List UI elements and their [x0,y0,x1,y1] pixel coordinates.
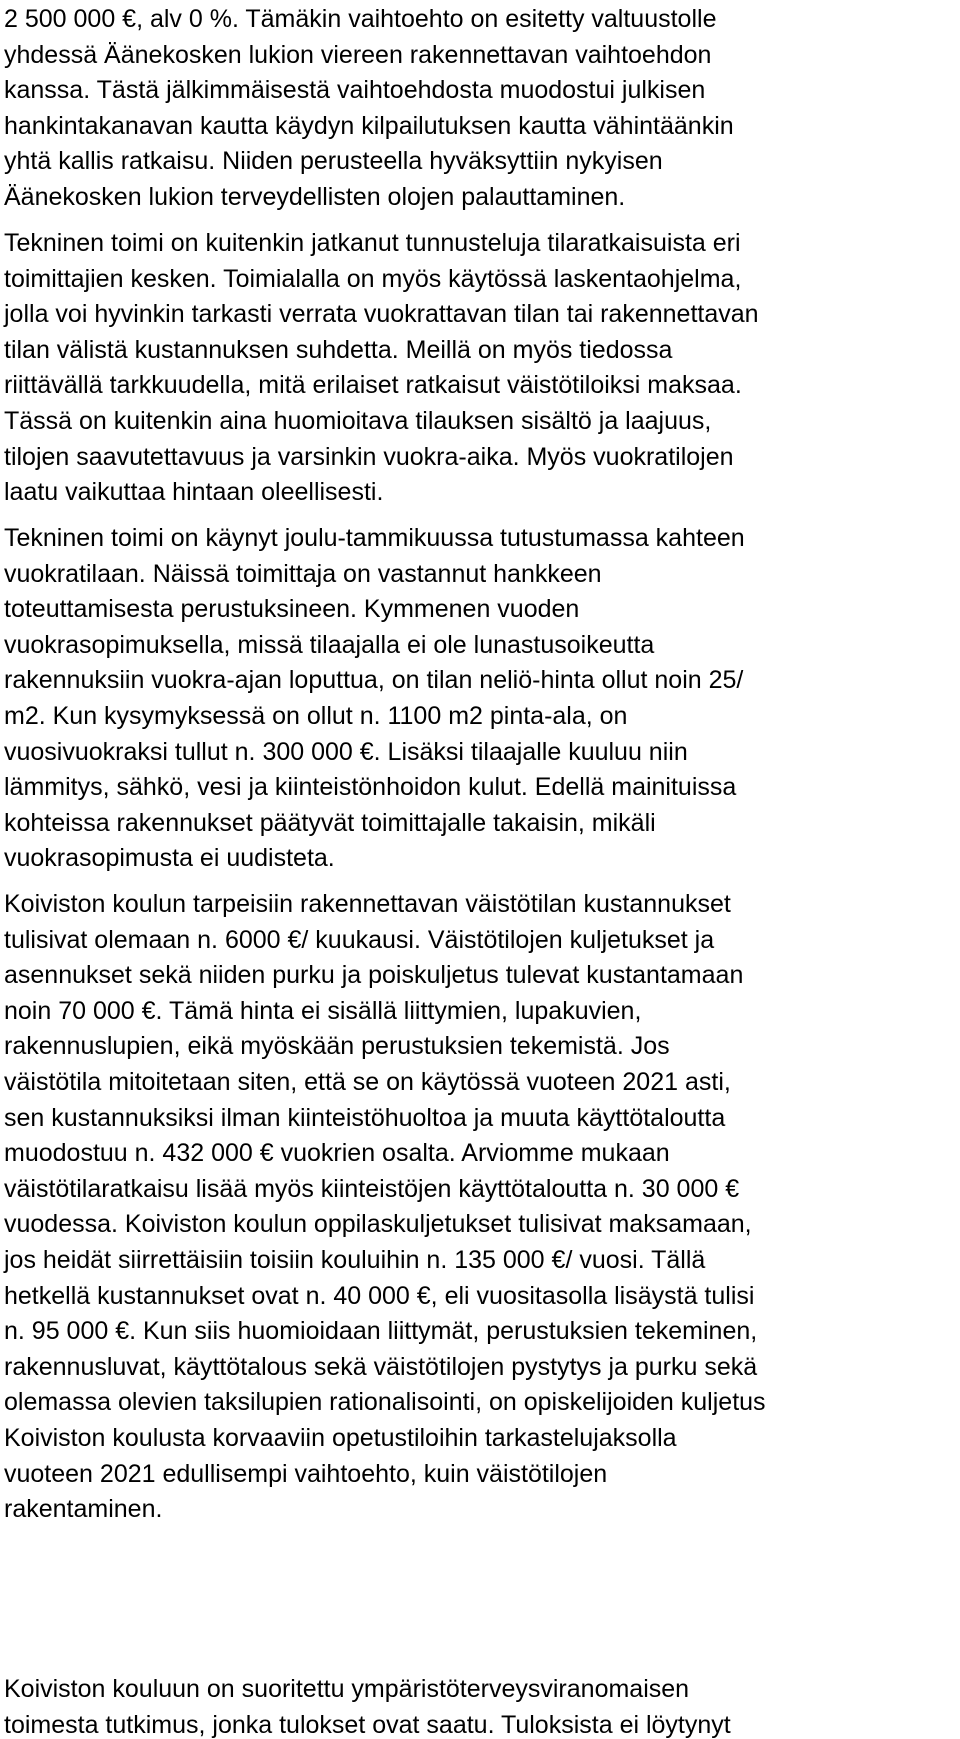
text-line: hetkellä kustannukset ovat n. 40 000 €, eli vuositasolla lisäystä tulisi [4,1281,755,1310]
text-line: Äänekosken lukion terveydellisten olojen palauttaminen. [4,182,626,211]
text-line: yhdessä Äänekosken lukion viereen rakennettavan vaihtoehdon [4,40,712,69]
text-line: noin 70 000 €. Tämä hinta ei sisällä liittymien, lupakuvien, [4,996,642,1025]
text-line: yhtä kallis ratkaisu. Niiden perusteella hyväksyttiin nykyisen [4,147,663,176]
paragraph-1 [4,2,960,216]
text-line: hankintakanavan kautta käydyn kilpailutuksen kautta vähintäänkin [4,111,734,140]
text-line: toimesta tutkimus, jonka tulokset ovat saatu. Tuloksista ei löytynyt [4,1710,731,1739]
text-line: sen kustannuksiksi ilman kiinteistöhuoltoa ja muuta käyttötaloutta [4,1103,726,1132]
text-line: vuosivuokraksi tullut n. 300 000 €. Lisäksi tilaajalle kuuluu niin [4,737,688,766]
text-line: laatu vaikuttaa hintaan oleellisesti. [4,478,384,507]
text-line: Tässä on kuitenkin aina huomioitava tilauksen sisältö ja laajuus, [4,406,712,435]
text-line: vuokratilaan. Näissä toimittaja on vastannut hankkeen [4,559,602,588]
text-line: väistötila mitoitetaan siten, että se on käytössä vuoteen 2021 asti, [4,1067,731,1096]
text-line: vuoteen 2021 edullisempi vaihtoehto, kuin väistötilojen [4,1459,608,1488]
paragraph-4 [4,887,960,1528]
text-line: rakentaminen. [4,1495,163,1524]
text-line: muodostuu n. 432 000 € vuokrien osalta. Arviomme mukaan [4,1139,670,1168]
text-line: Koiviston koulusta korvaaviin opetustiloihin tarkastelujaksolla [4,1423,677,1452]
text-line: Tekninen toimi on kuitenkin jatkanut tunnusteluja tilaratkaisuista eri [4,229,741,257]
paragraph-5 [4,1672,960,1739]
text-line: tilan välistä kustannuksen suhdetta. Meillä on myös tiedossa [4,335,673,364]
text-line: toteuttamisesta perustuksineen. Kymmenen vuoden [4,595,580,624]
paragraph-2 [4,226,960,511]
text-line: väistötilaratkaisu lisää myös kiinteistöjen käyttötaloutta n. 30 000 € [4,1174,740,1203]
text-line: rakennuksiin vuokra-ajan loputtua, on tilan neliö-hinta ollut noin 25/ [4,666,744,695]
text-line: m2. Kun kysymyksessä on ollut n. 1100 m2 pinta-ala, on [4,701,628,730]
text-line: jolla voi hyvinkin tarkasti verrata vuokrattavan tilan tai rakennettavan [4,300,759,329]
text-line: olemassa olevien taksilupien rationalisointi, on opiskelijoiden kuljetus [4,1388,766,1417]
text-line: rakennusluvat, käyttötalous sekä väistötilojen pystytys ja purku sekä [4,1352,758,1381]
paragraph-3 [4,521,960,877]
text-line: jos heidät siirrettäisiin toisiin kouluihin n. 135 000 €/ vuosi. Tällä [4,1245,706,1274]
text-line: 2 500 000 €, alv 0 %. Tämäkin vaihtoehto on esitetty valtuustolle [4,5,717,33]
text-line: kanssa. Tästä jälkimmäisestä vaihtoehdosta muodostui julkisen [4,76,706,105]
text-line: Tekninen toimi on käynyt joulu-tammikuussa tutustumassa kahteen [4,524,745,552]
text-line: kohteissa rakennukset päätyvät toimittajalle takaisin, mikäli [4,808,656,837]
text-line: riittävällä tarkkuudella, mitä erilaiset ratkaisut väistötiloiksi maksaa. [4,371,742,400]
text-line: tilojen saavutettavuus ja varsinkin vuokra-aika. Myös vuokratilojen [4,442,734,471]
text-line: Koiviston koulun tarpeisiin rakennettavan väistötilan kustannukset [4,890,731,918]
text-line: Koiviston kouluun on suoritettu ympäristöterveysviranomaisen [4,1675,690,1703]
text-line: vuokrasopimuksella, missä tilaajalla ei ole lunastusoikeutta [4,630,655,659]
text-line: asennukset sekä niiden purku ja poiskuljetus tulevat kustantamaan [4,961,744,990]
text-line: n. 95 000 €. Kun siis huomioidaan liittymät, perustuksien tekeminen, [4,1317,758,1346]
text-line: tulisivat olemaan n. 6000 €/ kuukausi. Väistötilojen kuljetukset ja [4,925,715,954]
text-line: vuokrasopimusta ei uudisteta. [4,844,335,873]
text-line: lämmitys, sähkö, vesi ja kiinteistönhoidon kulut. Edellä mainituissa [4,773,737,802]
text-line: rakennuslupien, eikä myöskään perustuksien tekemistä. Jos [4,1032,670,1061]
text-line: toimittajien kesken. Toimialalla on myös käytössä laskentaohjelma, [4,264,742,293]
text-line: vuodessa. Koiviston koulun oppilaskuljetukset tulisivat maksamaan, [4,1210,752,1239]
